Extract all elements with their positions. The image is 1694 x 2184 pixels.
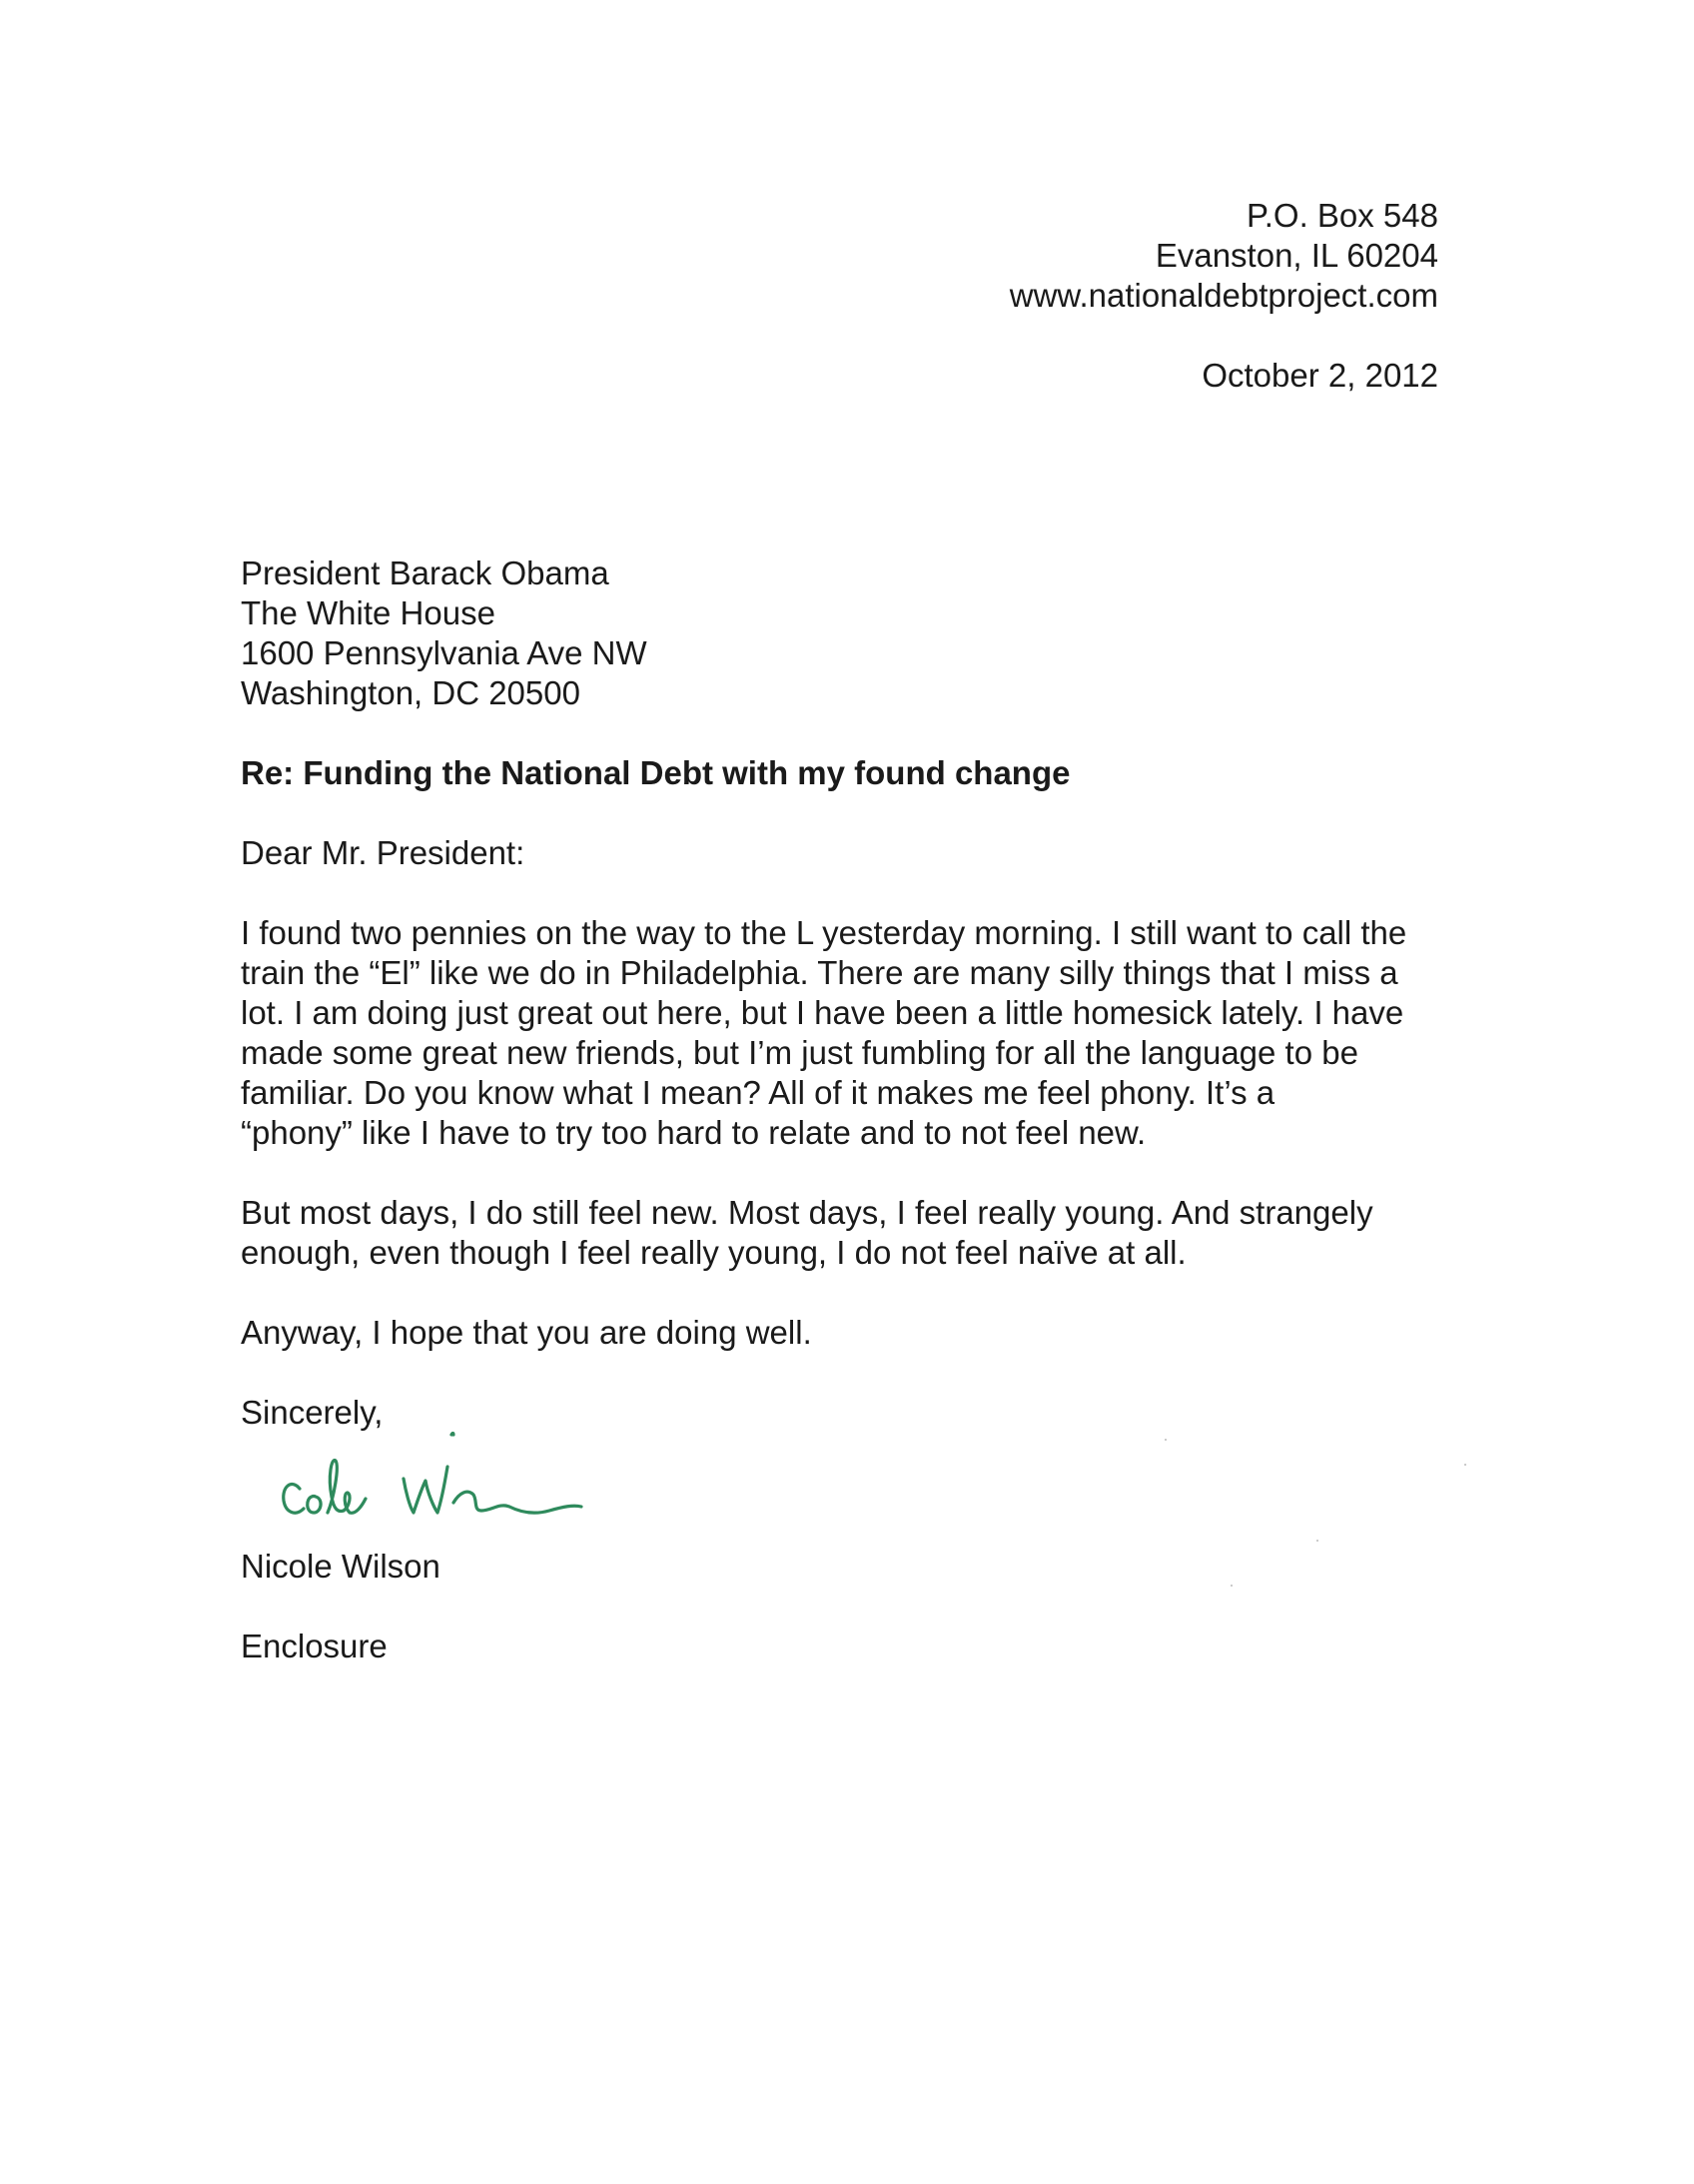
paragraph-line: made some great new friends, but I’m just fumbling for all the language to be <box>241 1034 1358 1071</box>
body-paragraph-1 <box>241 913 1459 1153</box>
sender-address-line2: Evanston, IL 60204 <box>1155 237 1438 274</box>
sender-website: www.nationaldebtproject.com <box>1009 277 1438 314</box>
scan-speck <box>1464 1464 1466 1466</box>
paragraph-line: I found two pennies on the way to the L yesterday morning. I still want to call the <box>241 914 1407 951</box>
recipient-city: Washington, DC 20500 <box>241 674 580 711</box>
paragraph-line: train the “El” like we do in Philadelphia. There are many silly things that I miss a <box>241 954 1398 991</box>
enclosure-note: Enclosure <box>241 1628 388 1664</box>
scan-speck <box>1316 1540 1318 1542</box>
body-paragraph-3 <box>241 1313 1459 1353</box>
paragraph-line: “phony” like I have to try too hard to relate and to not feel new. <box>241 1114 1147 1151</box>
paragraph-line: Anyway, I hope that you are doing well. <box>241 1314 812 1351</box>
scan-speck <box>1231 1585 1233 1587</box>
paragraph-line: enough, even though I feel really young, I do not feel naïve at all. <box>241 1234 1187 1271</box>
salutation: Dear Mr. President: <box>241 834 525 871</box>
paragraph-line: lot. I am doing just great out here, but I have been a little homesick lately. I have <box>241 994 1404 1031</box>
body-paragraph-2 <box>241 1193 1459 1273</box>
paragraph-line: But most days, I do still feel new. Most days, I feel really young. And strangely <box>241 1194 1373 1231</box>
recipient-name: President Barack Obama <box>241 554 609 591</box>
letter-date: October 2, 2012 <box>1202 357 1438 394</box>
sender-address-line1: P.O. Box 548 <box>1246 197 1438 234</box>
paragraph-line: familiar. Do you know what I mean? All of it makes me feel phony. It’s a <box>241 1074 1275 1111</box>
scan-speck <box>1165 1439 1167 1441</box>
handwritten-signature <box>278 1427 617 1532</box>
closing: Sincerely, <box>241 1394 384 1431</box>
recipient-organization: The White House <box>241 594 495 631</box>
subject-line: Re: Funding the National Debt with my found change <box>241 754 1071 791</box>
recipient-street: 1600 Pennsylvania Ave NW <box>241 634 647 671</box>
signer-name: Nicole Wilson <box>241 1548 440 1585</box>
